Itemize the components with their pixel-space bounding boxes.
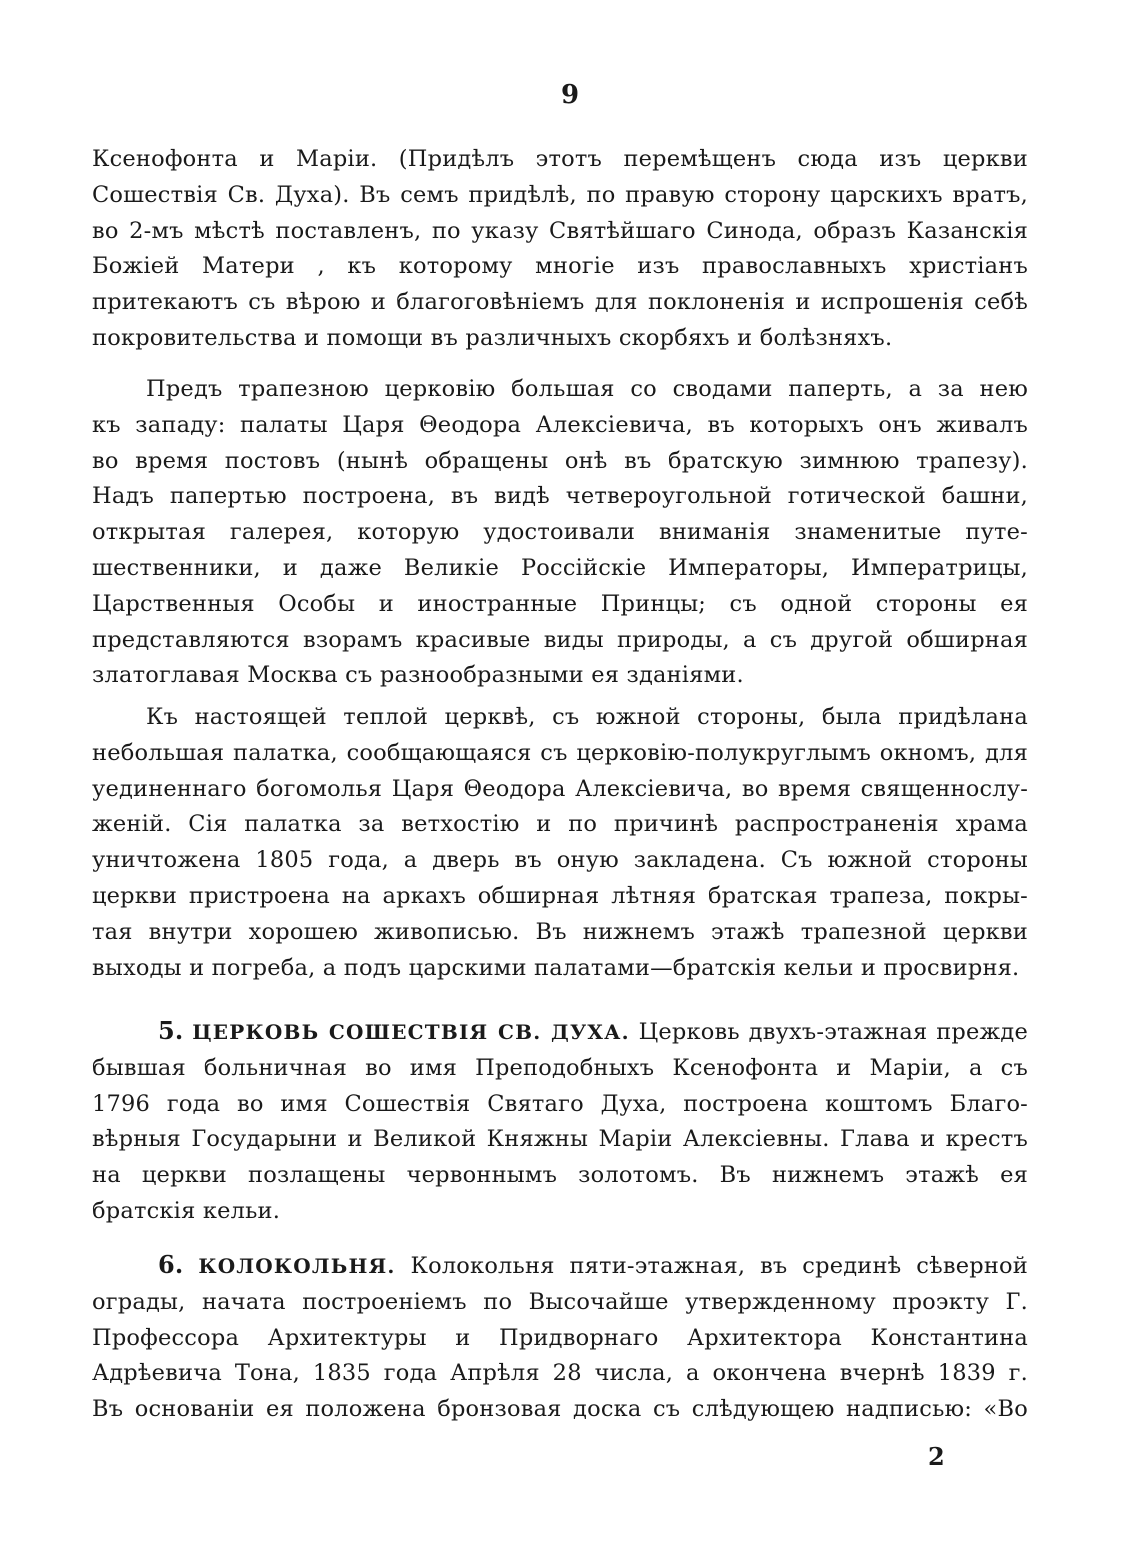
text-line: небольшая палатка, сообщающаяся съ церковію-полукруглымъ окномъ, для [92,739,1028,766]
page-number: 9 [560,80,580,110]
text-line: Въ основаніи ея положена бронзовая доска съ слѣдующею надписью: «Во [92,1396,1028,1423]
text-line: выходы и погреба, а подъ царскими палатами—братскія кельи и просвирня. [92,954,1020,981]
section-5-church-of-descent [92,1013,1028,1230]
text-line: бывшая больничная во имя Преподобныхъ Ксенофонта и Маріи, а съ [92,1054,1028,1081]
section-title: ЦЕРКОВЬ СОШЕСТВІЯ СВ. ДУХА. [192,1020,630,1044]
text-line: ограды, начата построеніемъ по Высочайше утвержденному проэкту Г. [92,1288,1028,1315]
section-heading-line [92,1013,1028,1051]
text-line: Царственныя Особы и иностранные Принцы; съ одной стороны ея [92,590,1028,617]
section-first-line-text: Колокольня пяти-этажная, въ срединѣ сѣверной [410,1253,1029,1279]
section-first-line-text: Церковь двухъ-этажная прежде [638,1019,1028,1045]
text-line: уединеннаго богомолья Царя Θеодора Алексіевича, во время священнослу- [92,775,1028,802]
text-line: Къ настоящей теплой церквѣ, съ южной стороны, была придѣлана [146,704,1028,730]
paragraph-warm-church [92,700,1028,986]
text-line: вѣрныя Государыни и Великой Княжны Маріи Алексіевны. Глава и крестъ [92,1126,1028,1153]
text-line: церкви пристроена на аркахъ обширная лѣтняя братская трапеза, покры- [92,882,1028,909]
text-line: открытая галерея, которую удостоивали вниманія знаменитые путе- [92,519,1028,546]
text-line: во время постовъ (нынѣ обращены онѣ въ братскую зимнюю трапезу). [92,447,1028,474]
text-line: Профессора Архитектуры и Придворнаго Архитектора Константина [92,1324,1028,1351]
paragraph-chapel-description [92,142,1028,357]
section-6-bell-tower [92,1247,1028,1428]
text-line: Адрѣевича Тона, 1835 года Апрѣля 28 числа, а окончена вчернѣ 1839 г. [92,1360,1028,1387]
signature-mark: 2 [928,1442,945,1471]
text-line: на церкви позлащены червоннымъ золотомъ. Въ нижнемъ этажѣ ея [92,1162,1028,1189]
section-number: 5. [158,1016,184,1045]
text-line: женій. Сія палатка за ветхостію и по причинѣ распространенія храма [92,811,1028,838]
paragraph-porch-and-palace [92,372,1028,694]
text-line: Ксенофонта и Маріи. (Придѣлъ этотъ перемѣщенъ сюда изъ церкви [92,146,1028,172]
text-line: братскія кельи. [92,1197,281,1224]
text-line: тая внутри хорошею живописью. Въ нижнемъ этажѣ трапезной церкви [92,918,1028,945]
text-line: уничтожена 1805 года, а дверь въ оную закладена. Съ южной стороны [92,847,1028,874]
section-heading-line [92,1247,1028,1285]
text-line: во 2-мъ мѣстѣ поставленъ, по указу Святѣйшаго Синода, образъ Казанскія [92,217,1028,244]
text-line: 1796 года во имя Сошествія Святаго Духа, построена коштомъ Благо- [92,1090,1028,1117]
section-title: КОЛОКОЛЬНЯ. [198,1254,396,1278]
text-line: покровительства и помощи въ различныхъ скорбяхъ и болѣзняхъ. [92,324,893,351]
text-line: златоглавая Москва съ разнообразными ея зданіями. [92,662,744,689]
text-line: притекаютъ съ вѣрою и благоговѣніемъ для поклоненія и испрошенія себѣ [92,289,1028,316]
text-line: Надъ папертью построена, въ видѣ четвероугольной готической башни, [92,483,1028,510]
text-line: представляются взорамъ красивые виды природы, а съ другой обширная [92,626,1028,653]
text-line: Божіей Матери , къ которому многіе изъ православныхъ христіанъ [92,253,1028,280]
text-line: къ западу: палаты Царя Θеодора Алексіевича, въ которыхъ онъ живалъ [92,411,1028,438]
section-number: 6. [158,1250,184,1279]
text-line: шественники, и даже Великіе Россійскіе Императоры, Императрицы, [92,554,1028,581]
text-line: Сошествія Св. Духа). Въ семъ придѣлѣ, по правую сторону царскихъ вратъ, [92,181,1028,208]
text-line: Предъ трапезною церковію большая со сводами паперть, а за нею [146,376,1028,402]
